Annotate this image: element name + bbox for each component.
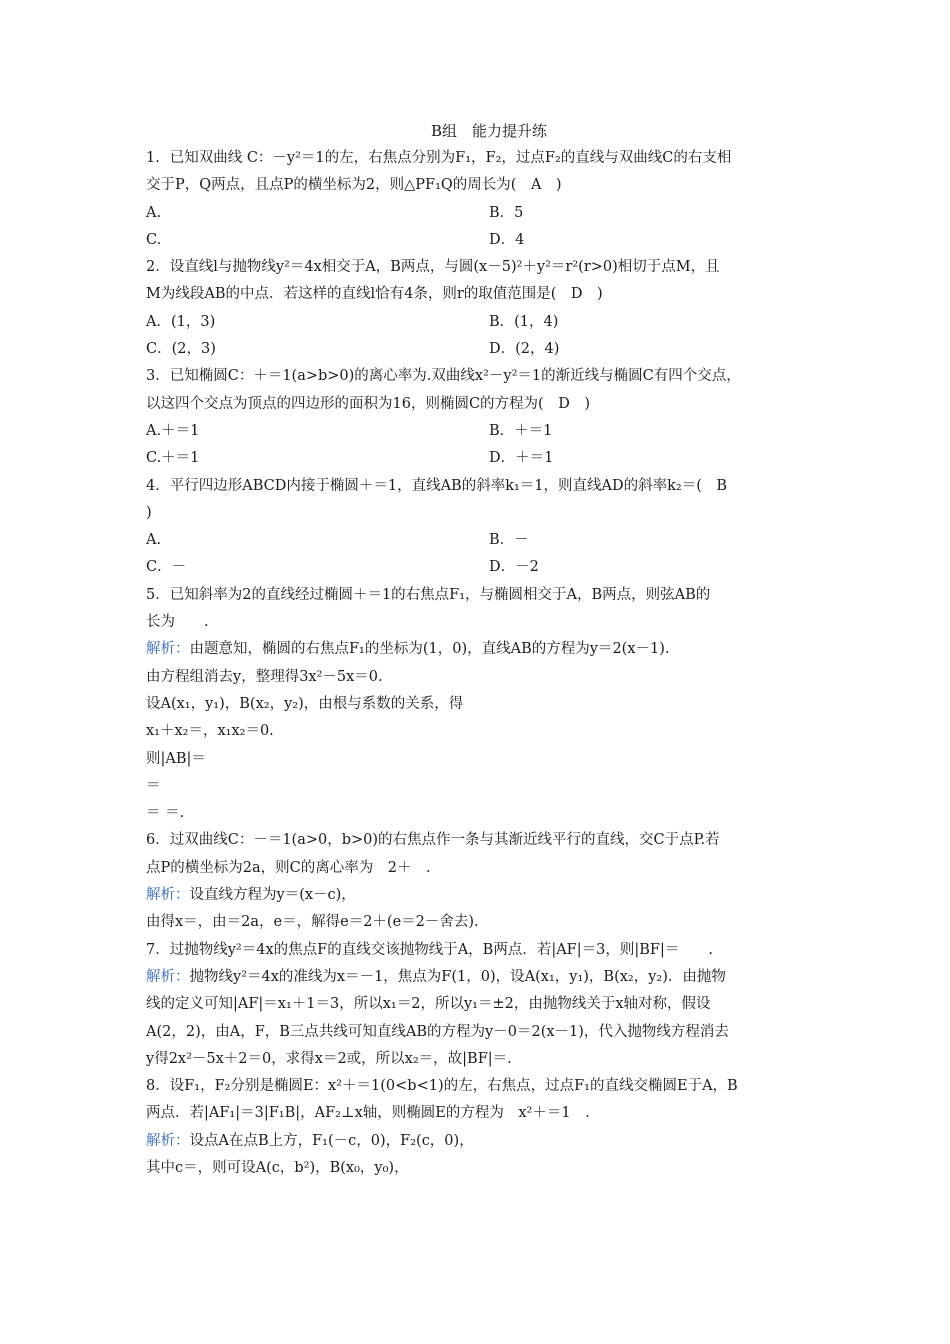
q5-solution-text: 由题意知，椭圆的右焦点F₁的坐标为(1，0)，直线AB的方程为y＝2(x－1). (189, 641, 670, 658)
q1-option-a: A. (146, 204, 162, 221)
q5-solution-line3: 设A(x₁，y₁)，B(x₂，y₂)，由根与系数的关系，得 (146, 695, 464, 712)
q3-stem-line1: 3．已知椭圆C：＋＝1(a>b>0)的离心率为.双曲线x²－y²＝1的渐近线与椭圆C有四个交点， (146, 368, 741, 385)
q4-option-b: B．－ (489, 532, 529, 549)
q5-solution-line1 (146, 636, 816, 663)
q5-solution-line5: 则|AB|＝ (146, 750, 206, 767)
q5-stem-line2: 长为 . (146, 614, 209, 631)
q8-solution-text: 设点A在点B上方，F₁(－c，0)，F₂(c，0)， (189, 1132, 474, 1149)
q7-solution-line1 (146, 964, 816, 991)
q6-solution-line1 (146, 882, 816, 909)
q4-stem-line1: 4．平行四边形ABCD内接于椭圆＋＝1，直线AB的斜率k₁＝1，则直线AD的斜率k₂＝( B (146, 477, 728, 494)
q3-option-a: A.＋＝1 (146, 422, 200, 439)
q4-option-a: A. (146, 532, 162, 549)
q4-option-d: D．－2 (489, 559, 539, 576)
q7-solution-text: 抛物线y²＝4x的准线为x＝－1，焦点为F(1，0)，设A(x₁，y₁)，B(x₂，y₂)．由抛物 (189, 968, 726, 985)
q4-option-c: C．－ (146, 559, 187, 576)
q6-stem-line2: 点P的横坐标为2a，则C的离心率为 2＋ . (146, 859, 431, 876)
q2-options-row1 (146, 309, 816, 336)
q4-stem-line2: ) (146, 504, 152, 521)
q6-solution-line2: 由得x＝，由＝2a，e＝，解得e＝2＋(e＝2－舍去). (146, 914, 479, 931)
q1-options-row1 (146, 200, 816, 227)
q3-option-c: C.＋＝1 (146, 450, 200, 467)
q1-option-b: B．5 (489, 204, 524, 221)
q7-stem-line1: 7．过抛物线y²＝4x的焦点F的直线交该抛物线于A，B两点．若|AF|＝3，则|BF|＝ . (146, 941, 713, 958)
q1-option-d: D．4 (489, 231, 525, 248)
q8-solution-line1 (146, 1128, 816, 1155)
q3-stem-line2: 以这四个交点为顶点的四边形的面积为16，则椭圆C的方程为( D ) (146, 395, 590, 412)
q1-options-row2 (146, 227, 816, 254)
document-page (146, 118, 816, 1182)
q3-option-b: B．＋＝1 (489, 422, 553, 439)
q3-option-d: D．＋＝1 (489, 450, 554, 467)
q8-solution-line2: 其中c＝，则可设A(c，b²)，B(x₀，y₀)， (146, 1159, 409, 1176)
q2-option-d: D．(2，4) (489, 341, 560, 358)
q2-option-c: C．(2，3) (146, 341, 216, 358)
q2-stem-line1: 2．设直线l与抛物线y²＝4x相交于A，B两点，与圆(x－5)²＋y²＝r²(r>0)相切于点M，且 (146, 259, 720, 276)
q1-option-c: C. (146, 231, 162, 248)
q7-solution-line2: 线的定义可知|AF|＝x₁＋1＝3，所以x₁＝2，所以y₁＝±2，由抛物线关于x轴对称，假设 (146, 996, 711, 1013)
q5-stem-line1: 5．已知斜率为2的直线经过椭圆＋＝1的右焦点F₁，与椭圆相交于A，B两点，则弦AB的 (146, 586, 711, 603)
jiexi-label: 解析： (146, 887, 190, 904)
q2-stem-line2: M为线段AB的中点．若这样的直线l恰有4条，则r的取值范围是( D ) (146, 286, 603, 303)
q3-options-row2 (146, 445, 816, 472)
q5-solution-line2: 由方程组消去y，整理得3x²－5x＝0. (146, 668, 383, 685)
q1-stem-line1: 1．已知双曲线 C：－y²＝1的左，右焦点分别为F₁，F₂，过点F₂的直线与双曲线C的右支相 (146, 150, 732, 166)
q5-solution-line6: ＝ (146, 777, 161, 794)
q5-solution-line7: ＝ ＝. (146, 805, 185, 822)
q8-stem-line2: 两点．若|AF₁|＝3|F₁B|，AF₂⊥x轴，则椭圆E的方程为 x²＋＝1 . (146, 1105, 590, 1122)
q7-solution-line3: A(2，2)，由A，F，B三点共线可知直线AB的方程为y－0＝2(x－1)，代入抛物线方程消去 (146, 1023, 729, 1040)
q8-stem-line1: 8．设F₁，F₂分别是椭圆E：x²＋＝1(0<b<1)的左，右焦点，过点F₁的直线交椭圆E于A，B (146, 1078, 738, 1095)
q1-stem-line2: 交于P，Q两点，且点P的横坐标为2，则△PF₁Q的周长为( A ) (146, 177, 562, 194)
q6-solution-text: 设直线方程为y＝(x－c)， (189, 887, 356, 904)
q3-options-row1 (146, 418, 816, 445)
q4-options-row2 (146, 554, 816, 581)
jiexi-label: 解析： (146, 1132, 190, 1149)
q6-stem-line1: 6．过双曲线C：－＝1(a>0，b>0)的右焦点作一条与其渐近线平行的直线，交C于点P.若 (146, 832, 720, 849)
q7-solution-line4: y得2x²－5x＋2＝0，求得x＝2或，所以x₂＝，故|BF|＝. (146, 1050, 512, 1067)
jiexi-label: 解析： (146, 641, 190, 658)
q2-options-row2 (146, 336, 816, 363)
q2-option-b: B．(1，4) (489, 313, 559, 330)
q5-solution-line4: x₁＋x₂＝，x₁x₂＝0. (146, 723, 274, 740)
q4-options-row1 (146, 527, 816, 554)
q2-option-a: A．(1，3) (146, 313, 216, 330)
jiexi-label: 解析： (146, 968, 190, 985)
section-title: B组 能力提升练 (430, 122, 548, 140)
